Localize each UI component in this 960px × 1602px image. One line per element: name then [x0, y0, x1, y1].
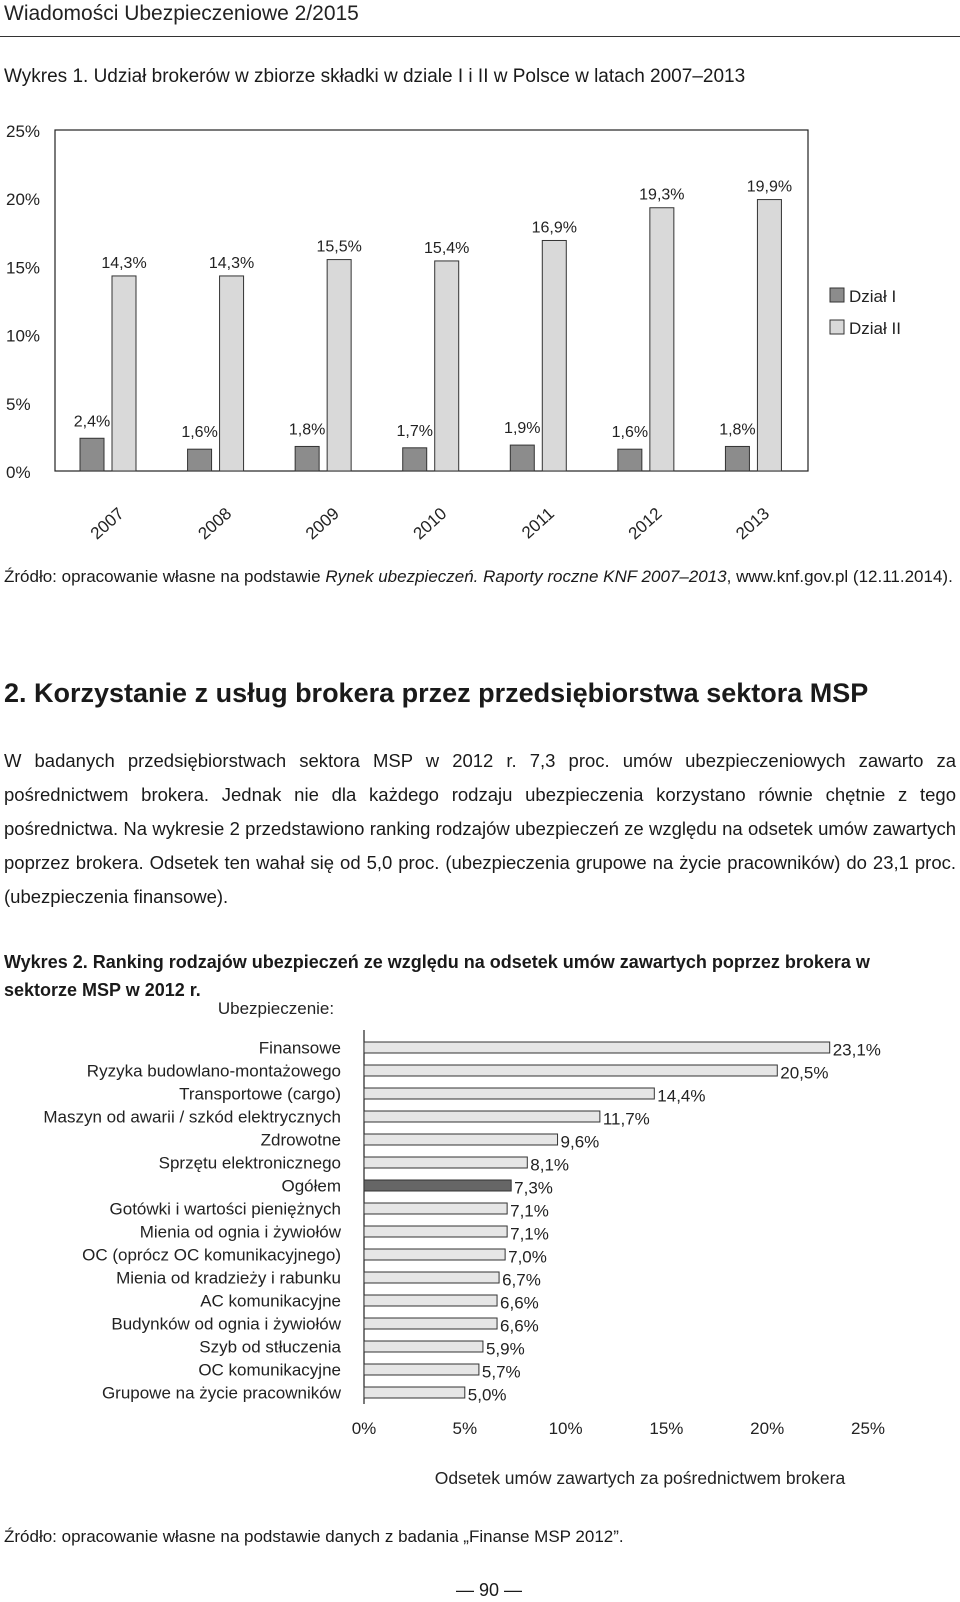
chart2-data-label: 5,9% [485, 1339, 525, 1359]
chart2-bar [364, 1318, 497, 1329]
chart2-category-title: Ubezpieczenie: [217, 999, 335, 1018]
chart2-category-label: Grupowe na życie pracowników [101, 1383, 341, 1403]
chart2-title: Wykres 2. Ranking rodzajów ubezpieczeń ze względu na odsetek umów zawartych poprzez brokera w sektorze MSP w 2012 r. [4, 952, 870, 1000]
chart1-data-label: 14,3% [208, 254, 255, 272]
chart1-bar-dzial-i [618, 449, 642, 471]
chart1-bar-dzial-ii [327, 260, 351, 471]
chart2-data-label: 11,7% [602, 1109, 650, 1129]
chart2-bar [364, 1203, 507, 1214]
chart2-x-tick-label: 5% [452, 1419, 478, 1438]
chart1-y-tick-label: 5% [6, 394, 31, 414]
chart2-bar [364, 1065, 777, 1076]
chart1-legend-swatch [830, 320, 844, 334]
chart2-x-axis-label: Odsetek umów zawartych za pośrednictwem brokera [434, 1468, 846, 1488]
chart2-data-label: 6,7% [502, 1270, 541, 1290]
chart2-bar [364, 1249, 505, 1260]
chart2-category-label: Zdrowotne [260, 1130, 341, 1150]
section-heading: 2. Korzystanie z usług brokera przez przedsiębiorstwa sektora MSP [4, 678, 869, 708]
chart2-category-label: Sprzętu elektronicznego [158, 1153, 341, 1173]
chart2-category-label: Ogółem [281, 1176, 341, 1196]
chart1-y-tick-label: 10% [6, 326, 41, 346]
chart1-bar-dzial-i [80, 438, 104, 471]
chart1-legend-label: Dział I [849, 287, 897, 306]
chart2-data-label: 7,3% [514, 1178, 553, 1198]
chart1-data-label: 1,6% [611, 424, 649, 442]
chart2-data-label: 9,6% [560, 1132, 600, 1152]
chart2-x-tick-label: 10% [548, 1419, 583, 1438]
chart1-x-tick-label: 2008 [194, 503, 236, 544]
chart2-bar [364, 1088, 654, 1099]
chart2-source: Źródło: opracowanie własne na podstawie danych z badania „Finanse MSP 2012”. [4, 1527, 624, 1546]
chart2-data-label: 20,5% [780, 1063, 829, 1083]
chart1-data-label: 15,4% [424, 239, 470, 257]
chart1-data-label: 19,9% [746, 178, 793, 196]
chart1-y-tick-label: 0% [6, 463, 31, 482]
chart2-category-label: Finansowe [258, 1038, 341, 1058]
chart2-x-tick-label: 15% [649, 1419, 684, 1438]
chart2-x-tick-label: 0% [351, 1419, 377, 1438]
chart2-category-label: Gotówki i wartości pieniężnych [109, 1199, 341, 1219]
chart1-y-tick-label: 15% [6, 258, 41, 278]
chart1-source-prefix: Źródło: opracowanie własne na podstawie [4, 567, 326, 586]
chart1-x-tick-label: 2011 [518, 503, 558, 543]
chart2-data-label: 7,1% [510, 1201, 549, 1221]
chart2-category-label: AC komunikacyjne [200, 1291, 341, 1311]
chart2-bar [364, 1226, 507, 1237]
chart1-bar-dzial-i [188, 449, 212, 471]
chart1-x-tick-label: 2012 [624, 503, 666, 544]
page-number: — 90 — [456, 1580, 523, 1600]
chart1-data-label: 1,6% [181, 424, 218, 442]
chart2-category-label: Mienia od ognia i żywiołów [139, 1222, 341, 1242]
chart1-bar-dzial-i [403, 448, 427, 471]
chart1-bar-dzial-ii [757, 200, 781, 471]
chart1-data-label: 1,8% [288, 421, 326, 439]
chart2-bar-highlight [364, 1180, 511, 1191]
chart1-bar-dzial-ii [650, 208, 674, 471]
chart1-data-label: 15,5% [316, 238, 362, 256]
chart2-category-label: Szyb od stłuczenia [199, 1337, 341, 1357]
chart1-data-label: 1,8% [719, 421, 756, 439]
chart1-source-suffix: , www.knf.gov.pl (12.11.2014). [726, 567, 953, 586]
chart1-data-label: 1,9% [504, 420, 541, 438]
chart2-category-label: Ryzyka budowlano-montażowego [86, 1061, 341, 1081]
chart1-x-tick-label: 2007 [86, 503, 128, 544]
chart1-y-tick-label: 20% [6, 190, 41, 210]
chart2-bar [364, 1157, 527, 1168]
chart2-data-label: 7,0% [508, 1247, 547, 1267]
chart1-x-tick-label: 2009 [301, 503, 343, 544]
chart2-category-label: Maszyn od awarii / szkód elektrycznych [43, 1107, 341, 1127]
chart2-category-label: Budynków od ognia i żywiołów [111, 1314, 341, 1334]
chart2-bar [364, 1134, 558, 1145]
chart2-category-label: OC (oprócz OC komunikacyjnego) [82, 1245, 341, 1265]
chart1-title: Wykres 1. Udział brokerów w zbiorze składki w dziale I i II w Polsce w latach 2007–2013 [4, 66, 746, 87]
chart1-legend-swatch [830, 288, 844, 302]
chart1-data-label: 16,9% [531, 219, 577, 237]
header-rule [0, 36, 960, 37]
chart2-x-tick-label: 25% [850, 1419, 886, 1438]
chart1-x-tick-label: 2010 [409, 503, 451, 544]
chart2-bar [364, 1042, 830, 1053]
chart2-data-label: 5,0% [467, 1385, 507, 1405]
chart1-data-label: 2,4% [73, 413, 111, 431]
section-body: W badanych przedsiębiorstwach sektora MSP w 2012 r. 7,3 proc. umów ubezpieczeniowych zawarto za pośrednictwem brokera. Jednak nie dla każdego rodzaju ubezpieczenia korzystano równie chętnie z tego pośrednictwa. Na wykresie 2 przedstawiono ranking rodzajów ubezpieczeń ze względu na odsetek umów zawartych poprzez brokera. Odsetek ten wahał się od 5,0 proc. (ubezpieczenia grupowe na życie pracowników) do 23,1 proc. (ubezpieczenia finansowe). [4, 750, 956, 907]
chart1-bar-dzial-ii [435, 261, 459, 471]
chart2-bar [364, 1272, 499, 1283]
chart1-source-title: Rynek ubezpieczeń. Raporty roczne KNF 2007–2013 [325, 567, 727, 586]
chart1-source [4, 562, 954, 591]
chart1-data-label: 1,7% [396, 422, 433, 440]
running-header: Wiadomości Ubezpieczeniowe 2/2015 [4, 2, 359, 25]
chart1-x-tick-label: 2013 [732, 503, 774, 544]
chart2-data-label: 8,1% [530, 1155, 570, 1175]
chart2-bar [364, 1387, 465, 1398]
chart1-bar-dzial-i [725, 446, 749, 471]
chart1-bar-dzial-i [510, 445, 534, 471]
chart2-bar [364, 1364, 479, 1375]
chart1-data-label: 14,3% [101, 254, 147, 272]
chart2-data-label: 6,6% [500, 1293, 539, 1313]
chart1-bar-dzial-ii [220, 276, 244, 471]
chart1-y-tick-label: 25% [6, 122, 41, 141]
chart1-legend-label: Dział II [849, 319, 901, 338]
chart2-data-label: 6,6% [500, 1316, 539, 1336]
chart1-bar-dzial-ii [112, 276, 136, 471]
chart2-bar [364, 1295, 497, 1306]
chart1-bar-dzial-i [295, 446, 319, 471]
chart2-bar [364, 1341, 483, 1352]
chart2-category-label: Transportowe (cargo) [179, 1084, 341, 1104]
chart2-x-tick-label: 20% [750, 1419, 785, 1438]
chart1-data-label: 19,3% [639, 186, 685, 204]
chart2-category-label: Mienia od kradzieży i rabunku [116, 1268, 341, 1288]
chart1-bar-dzial-ii [542, 240, 566, 471]
chart2-data-label: 14,4% [657, 1086, 706, 1106]
chart2-category-label: OC komunikacyjne [198, 1360, 341, 1380]
chart1-plot-frame [55, 130, 808, 471]
chart2-data-label: 23,1% [832, 1040, 881, 1060]
chart2-data-label: 5,7% [481, 1362, 521, 1382]
chart1-bar-chart [0, 120, 960, 560]
chart2-data-label: 7,1% [510, 1224, 549, 1244]
chart2-ranking-chart [0, 999, 960, 1530]
chart2-bar [364, 1111, 600, 1122]
